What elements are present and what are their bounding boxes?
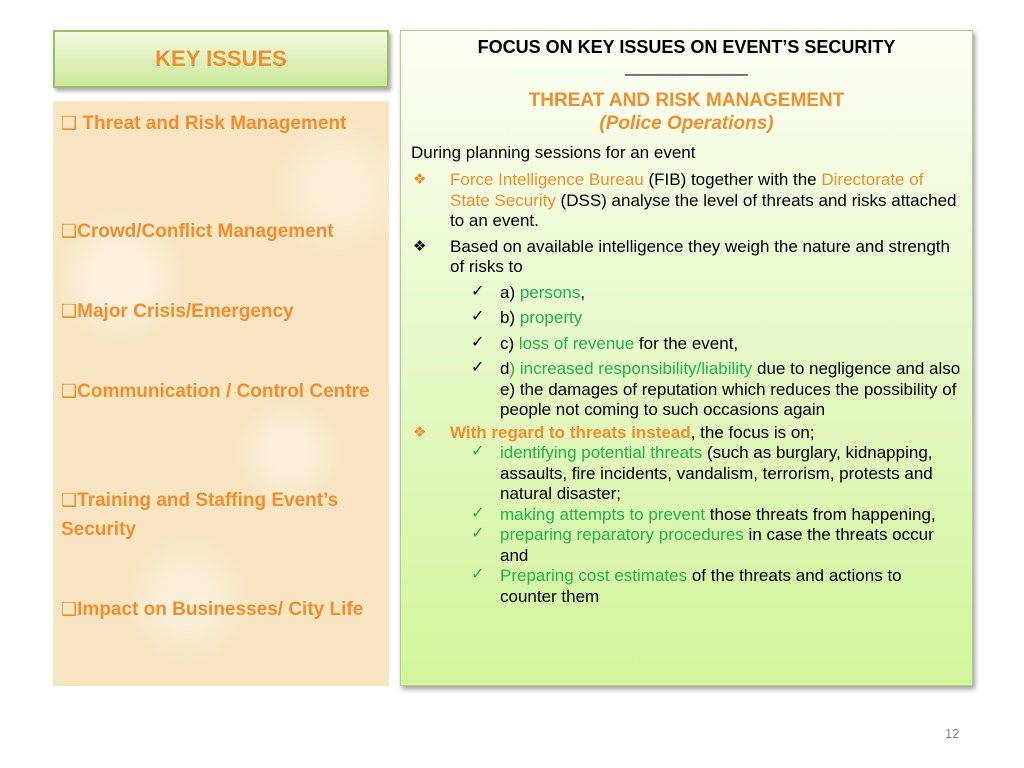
highlight: identifying potential threats	[500, 443, 703, 462]
highlight: With regard to threats instead	[450, 422, 691, 442]
check-icon: ✓	[471, 282, 485, 300]
focus-item-procedures	[411, 525, 962, 566]
highlight: preparing reparatory procedures	[500, 525, 744, 544]
list-item-label: Major Crisis/Emergency	[77, 301, 294, 322]
text: (FIB) together with the	[643, 170, 822, 189]
list-item	[61, 377, 379, 406]
text: Based on available intelligence they weigh the nature and strength of risks to	[450, 236, 950, 276]
check-icon: ✓	[471, 566, 485, 583]
text: for the event,	[634, 333, 739, 353]
list-item-label: Crowd/Conflict Management	[77, 221, 334, 242]
title-underline: _____________	[625, 57, 748, 76]
checkbox-icon: ❑	[61, 490, 78, 510]
text: , the focus is on;	[690, 422, 815, 442]
diamond-bullet-icon: ❖	[413, 423, 427, 441]
section-subtitle: (Police Operations)	[599, 113, 774, 134]
text: d	[500, 359, 510, 378]
diamond-bullet-icon: ❖	[413, 237, 427, 255]
text: due to negligence and also e) the damages of reputation which reduces the possibility of people not coming to such occasions again	[500, 359, 961, 419]
risk-item-revenue	[411, 334, 962, 355]
highlight: loss of revenue	[518, 333, 635, 353]
focus-item-identify	[411, 443, 962, 505]
list-item	[61, 486, 379, 544]
highlight: making attempts to prevent	[500, 504, 706, 524]
bullet-fib-dss	[411, 170, 962, 232]
checkbox-icon: ❑	[61, 301, 78, 321]
focus-content-panel	[400, 30, 973, 686]
diamond-bullet-icon: ❖	[413, 171, 427, 188]
risk-item-persons	[411, 283, 962, 304]
list-item-label: Communication / Control Centre	[77, 381, 370, 402]
key-issues-title-box	[53, 30, 389, 88]
check-icon: ✓	[471, 525, 485, 542]
check-icon: ✓	[471, 359, 485, 376]
bullet-intelligence	[411, 237, 962, 278]
text: b)	[500, 308, 520, 327]
key-issues-title: KEY ISSUES	[155, 46, 287, 71]
panel-title: FOCUS ON KEY ISSUES ON EVENT’S SECURITY	[477, 37, 896, 57]
check-icon: ✓	[471, 333, 485, 351]
text: (DSS) analyse the level of threats and risks attached to an event.	[450, 190, 957, 230]
text: a)	[500, 282, 520, 302]
text: c)	[500, 333, 519, 353]
risk-item-property	[411, 308, 962, 329]
checkbox-icon: ❑	[61, 113, 78, 133]
highlight-dss: Directorate of State Security	[450, 170, 924, 210]
checkbox-icon: ❑	[61, 221, 78, 241]
section-title: THREAT AND RISK MANAGEMENT	[528, 90, 845, 111]
highlight: ) increased responsibility/liability	[509, 359, 753, 378]
text: those threats from happening,	[705, 504, 936, 524]
highlight: Preparing cost estimates	[500, 566, 688, 585]
list-item-label: Threat and Risk Management	[77, 113, 347, 134]
highlight-fib: Force Intelligence Bureau	[450, 170, 644, 189]
bullet-threats	[411, 423, 962, 444]
list-item-label: Impact on Businesses/ City Life	[77, 599, 364, 620]
list-item	[61, 297, 379, 326]
risk-item-liability	[411, 359, 962, 421]
check-icon: ✓	[471, 504, 485, 522]
checkbox-icon: ❑	[61, 381, 78, 401]
checkbox-icon: ❑	[61, 599, 78, 619]
intro-text: During planning sessions for an event	[411, 143, 696, 162]
list-item	[61, 217, 379, 246]
list-item-label: Training and Staffing Event’s Security	[61, 490, 339, 540]
highlight: persons	[519, 282, 581, 302]
highlight: property	[519, 308, 583, 327]
list-item	[61, 595, 379, 624]
focus-item-prevent	[411, 505, 962, 526]
text: in case the threats occur and	[500, 525, 934, 565]
text: (such as burglary, kidnapping, assaults, fire incidents, vandalism, terrorism, protests and natural disaster;	[500, 443, 933, 503]
focus-item-cost	[411, 566, 962, 607]
list-item	[61, 109, 379, 138]
check-icon: ✓	[471, 443, 485, 460]
key-issues-list	[53, 101, 389, 686]
check-icon: ✓	[471, 308, 485, 325]
page-number: 12	[945, 726, 960, 741]
text: ,	[580, 282, 586, 302]
text: of the threats and actions to counter them	[500, 566, 902, 606]
